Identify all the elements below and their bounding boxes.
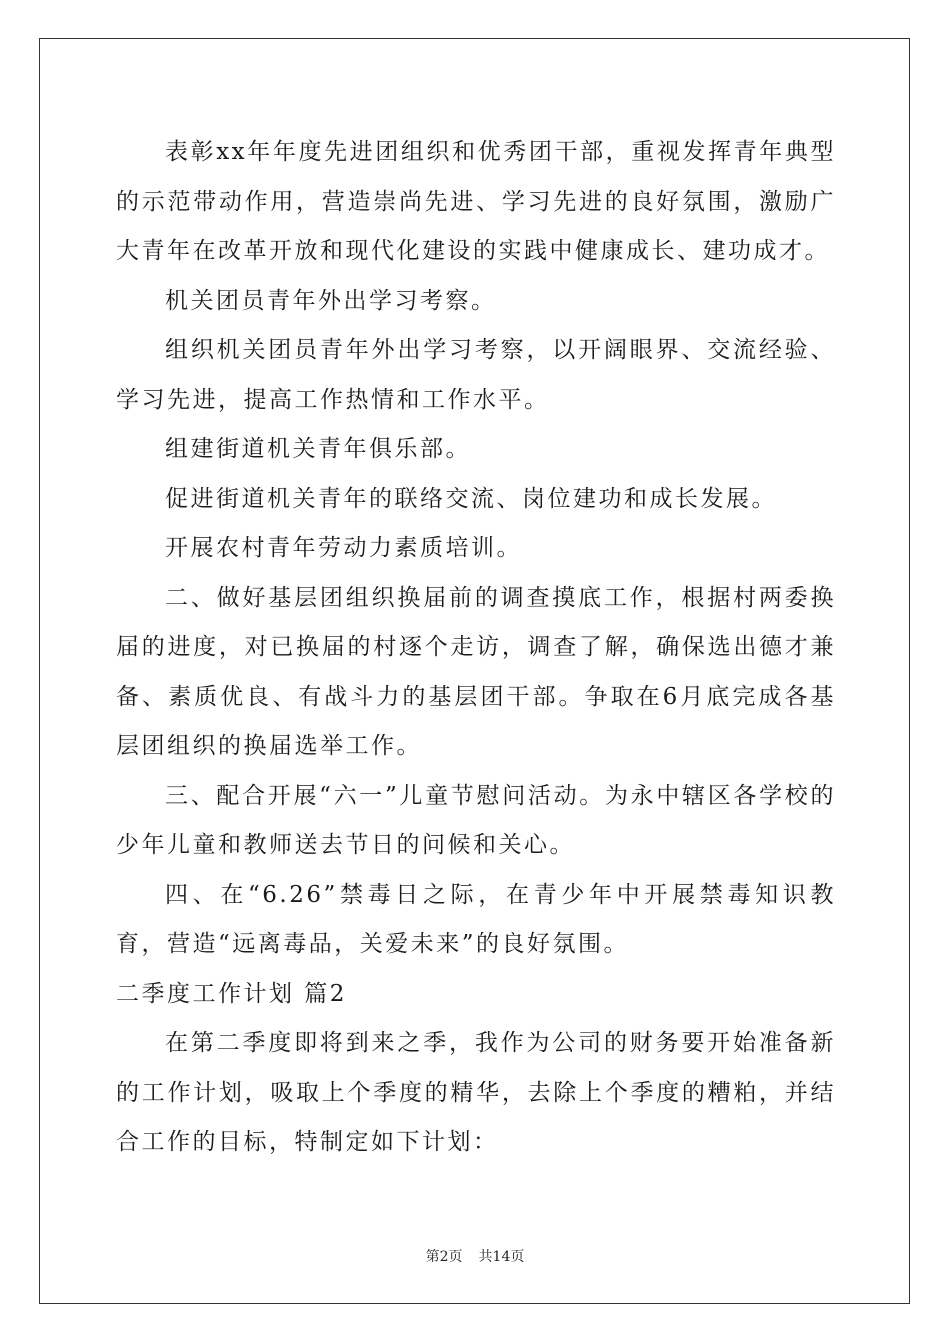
paragraph-item-three: 三、配合开展“六一”儿童节慰问活动。为永中辖区各学校的少年儿童和教师送去节日的问候和关心。 [116, 782, 836, 858]
paragraph-commendation: 表彰xx年年度先进团组织和优秀团干部，重视发挥青年典型的示范带动作用，营造崇尚先进、学习先进的良好氛围，激励广大青年在改革开放和现代化建设的实践中健康成长、建功成才。 [116, 139, 836, 264]
page-footer [0, 1246, 950, 1266]
paragraph-club: 促进街道机关青年的联络交流、岗位建功和成长发展。 [165, 485, 777, 512]
document-body [116, 128, 836, 1168]
paragraph-study-tour: 组织机关团员青年外出学习考察，以开阔眼界、交流经验、学习先进，提高工作热情和工作水平。 [116, 337, 836, 413]
paragraph-section-intro: 在第二季度即将到来之季，我作为公司的财务要开始准备新的工作计划，吸取上个季度的精华，去除上个季度的糟粕，并结合工作的目标，特制定如下计划： [116, 1030, 836, 1155]
paragraph-item-four: 四、在“6.26”禁毒日之际，在青少年中开展禁毒知识教育，营造“远离毒品，关爱未来”的良好氛围。 [116, 881, 836, 957]
paragraph-study-tour-title: 机关团员青年外出学习考察。 [165, 287, 497, 314]
total-pages: 共14页 [478, 1249, 525, 1265]
paragraph-club-title: 组建街道机关青年俱乐部。 [165, 436, 471, 462]
paragraph-item-two: 二、做好基层团组织换届前的调查摸底工作，根据村两委换届的进度，对已换届的村逐个走访，调查了解，确保选出德才兼备、素质优良、有战斗力的基层团干部。争取在6月底完成各基层团组织的换届选举工作。 [116, 584, 836, 759]
paragraph-training: 开展农村青年劳动力素质培训。 [165, 535, 522, 561]
section-heading: 二季度工作计划 篇2 [116, 980, 347, 1007]
page-number: 第2页 [425, 1249, 463, 1265]
